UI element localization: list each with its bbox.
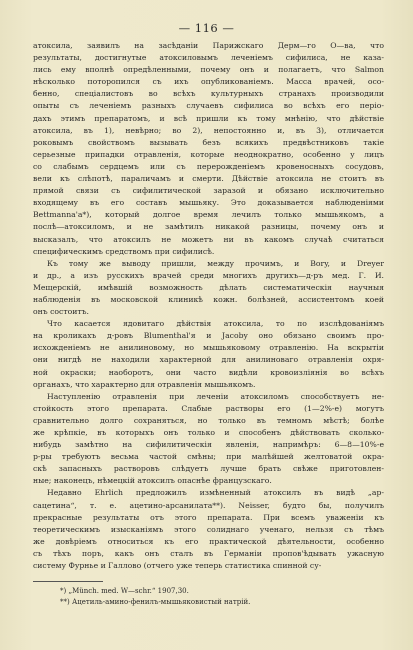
text-line: ной окраски; наоборотъ, они часто видѣли кровоизліянія во всѣхъ: [33, 367, 384, 377]
text-line: опыты съ леченіемъ разныхъ случаевъ сифилиса во всѣхъ его перio-: [33, 101, 384, 111]
text-line: результаты, достигнутые атоксиловымъ леченіемъ сифилиса, не каза-: [33, 53, 384, 63]
body-text: [33, 40, 384, 572]
text-line: Что касается ядовитаго дѣйствія атоксила, то по изслѣдованіямъ: [47, 319, 384, 329]
footnote-2: **) Ацетиль-амино-фенилъ-мышьяковистый натрій.: [60, 597, 251, 606]
text-line: Мещерскій, имѣвшій возможность дѣлать систематическія научныя: [33, 282, 384, 292]
paragraph: [33, 318, 384, 391]
text-line: со слабымъ сердцемъ или съ перерожденіемъ кровеносныхъ сосудовъ,: [33, 161, 384, 171]
text-line: же крѣпкіе, въ которыхъ онъ только и способенъ дѣйствовать сколько-: [33, 428, 384, 437]
paragraph: [33, 487, 384, 572]
text-line: теоретическимъ изысканіямъ этого солиднаго ученаго, нельзя съ тѣмъ: [33, 524, 384, 534]
text-line: скѣ запасныхъ растворовъ слѣдуетъ лучше брать свѣже приготовлен-: [33, 464, 384, 474]
text-line: сравнительно долго сохраняться, но только въ темномъ мѣстѣ; болѣе: [33, 415, 384, 425]
text-line: высказалъ, что атоксилъ не можетъ ни въ какомъ случаѣ считаться: [33, 234, 384, 244]
text-line: ные; наконецъ, нѣмецкій атоксилъ опаснѣе французскаго.: [33, 476, 272, 486]
text-line: роковымъ свойствомъ вызывать безъ всякихъ предвѣстниковъ такіе: [33, 137, 384, 147]
text-line: съ тѣхъ поръ, какъ онъ сталъ въ Германіи пропов'ѣдывать ужасную: [33, 548, 384, 558]
text-line: послѣ—атоксиломъ, и не замѣтилъ никакой разницы, почему онъ и: [33, 222, 384, 232]
text-line: вели къ слѣпотѣ, параличамъ и смерти. Дѣйствіе атоксила не стоитъ въ: [33, 174, 384, 184]
text-line: специфическимъ средствомъ при сифилисѣ.: [33, 246, 215, 256]
text-line: стойкость этого препарата. Слабые растворы его (1—2%-е) могутъ: [33, 403, 384, 413]
text-line: атоксила, въ 1), невѣрно; во 2), непостоянно и, въ 3), отличается: [33, 125, 384, 135]
text-line: Наступленію отравленія при леченіи атоксиломъ способствуетъ не-: [47, 391, 384, 401]
text-line: входящему въ его составъ мышьяку. Это доказывается наблюденіями: [33, 198, 384, 208]
text-line: атоксила, заявилъ на засѣданіи Парижскаго Дерм—го О—ва, что: [33, 41, 384, 50]
text-line: и др., а изъ русскихъ врачей среди многихъ другихъ—д-ръ мед. Г. И.: [33, 270, 384, 280]
text-line: сацетина“, т. е. ацетино-арсанилата**). Neisser, будто бы, получилъ: [33, 500, 384, 510]
text-line: нѣсколько поторопился съ ихъ опубликованіемъ. Масса врачей, осо-: [33, 77, 384, 87]
text-line: исхожденіемъ не анилиновому, но мышьяковому отравленію. На вскрытіи: [33, 343, 384, 353]
text-line: Къ тому же выводу пришли, между прочимъ, и Bory, и Dreyer: [47, 258, 384, 268]
text-line: лись ему вполнѣ опредѣленными, почему онъ и полагаетъ, что Salmon: [33, 65, 384, 75]
paragraph: [33, 258, 384, 318]
text-line: серьезные припадки отравленія, которые неоднократно, особенно у лицъ: [33, 149, 384, 159]
text-line: на кроликахъ д-ровъ Blumenthal'я и Jacoby оно обязано своимъ про-: [33, 331, 384, 341]
text-line: Недавно Ehrlich предложилъ измѣненный атоксилъ въ видѣ „ар-: [47, 488, 384, 498]
text-line: наблюденія въ московской клиникѣ кожн. болѣзней, ассистентомъ коей: [33, 294, 384, 304]
text-line: дахъ этимъ препаратомъ, и всѣ пришли къ тому мнѣнію, что дѣйствіе: [33, 113, 384, 123]
paragraph: [33, 391, 384, 488]
text-line: они нигдѣ не находили характерной для анилиноваго отравленія охря-: [33, 355, 384, 365]
page-number: — 116 —: [178, 21, 235, 35]
text-line: р-ры требуютъ весьма частой смѣны; при малѣйшей желтоватой окра-: [33, 452, 384, 462]
text-line: систему Фурнье и Галлово (отчего уже теперь статистика спинной су-: [33, 561, 322, 571]
paragraph: [33, 40, 384, 258]
footnote-divider: [33, 581, 103, 582]
footnote-1: *) „Münch. med. W—schr.“ 1907,30.: [60, 587, 189, 595]
footnotes: [60, 586, 380, 607]
text-line: органахъ, что характерно для отравленія мышьякомъ.: [33, 379, 256, 389]
text-line: бенно, спеціалистовъ во всѣхъ культурныхъ странахъ производили: [33, 89, 384, 99]
text-line: онъ состоитъ.: [33, 307, 89, 317]
text-line: прекрасные результаты отъ этого препарата. При всемъ уваженіи къ: [33, 512, 384, 522]
text-line: же довѣріемъ относиться къ его практической дѣятельности, особенно: [33, 536, 384, 546]
text-line: нибудь замѣтно на сифилитическія явленія, напримѣръ: 6—8—10%-е: [33, 440, 384, 450]
text-line: Bettmanna'a*), который долгое время лечилъ только мышьякомъ, а: [33, 210, 384, 220]
text-line: прямой связи съ сифилитической заразой и обязано исключительно: [33, 186, 384, 196]
